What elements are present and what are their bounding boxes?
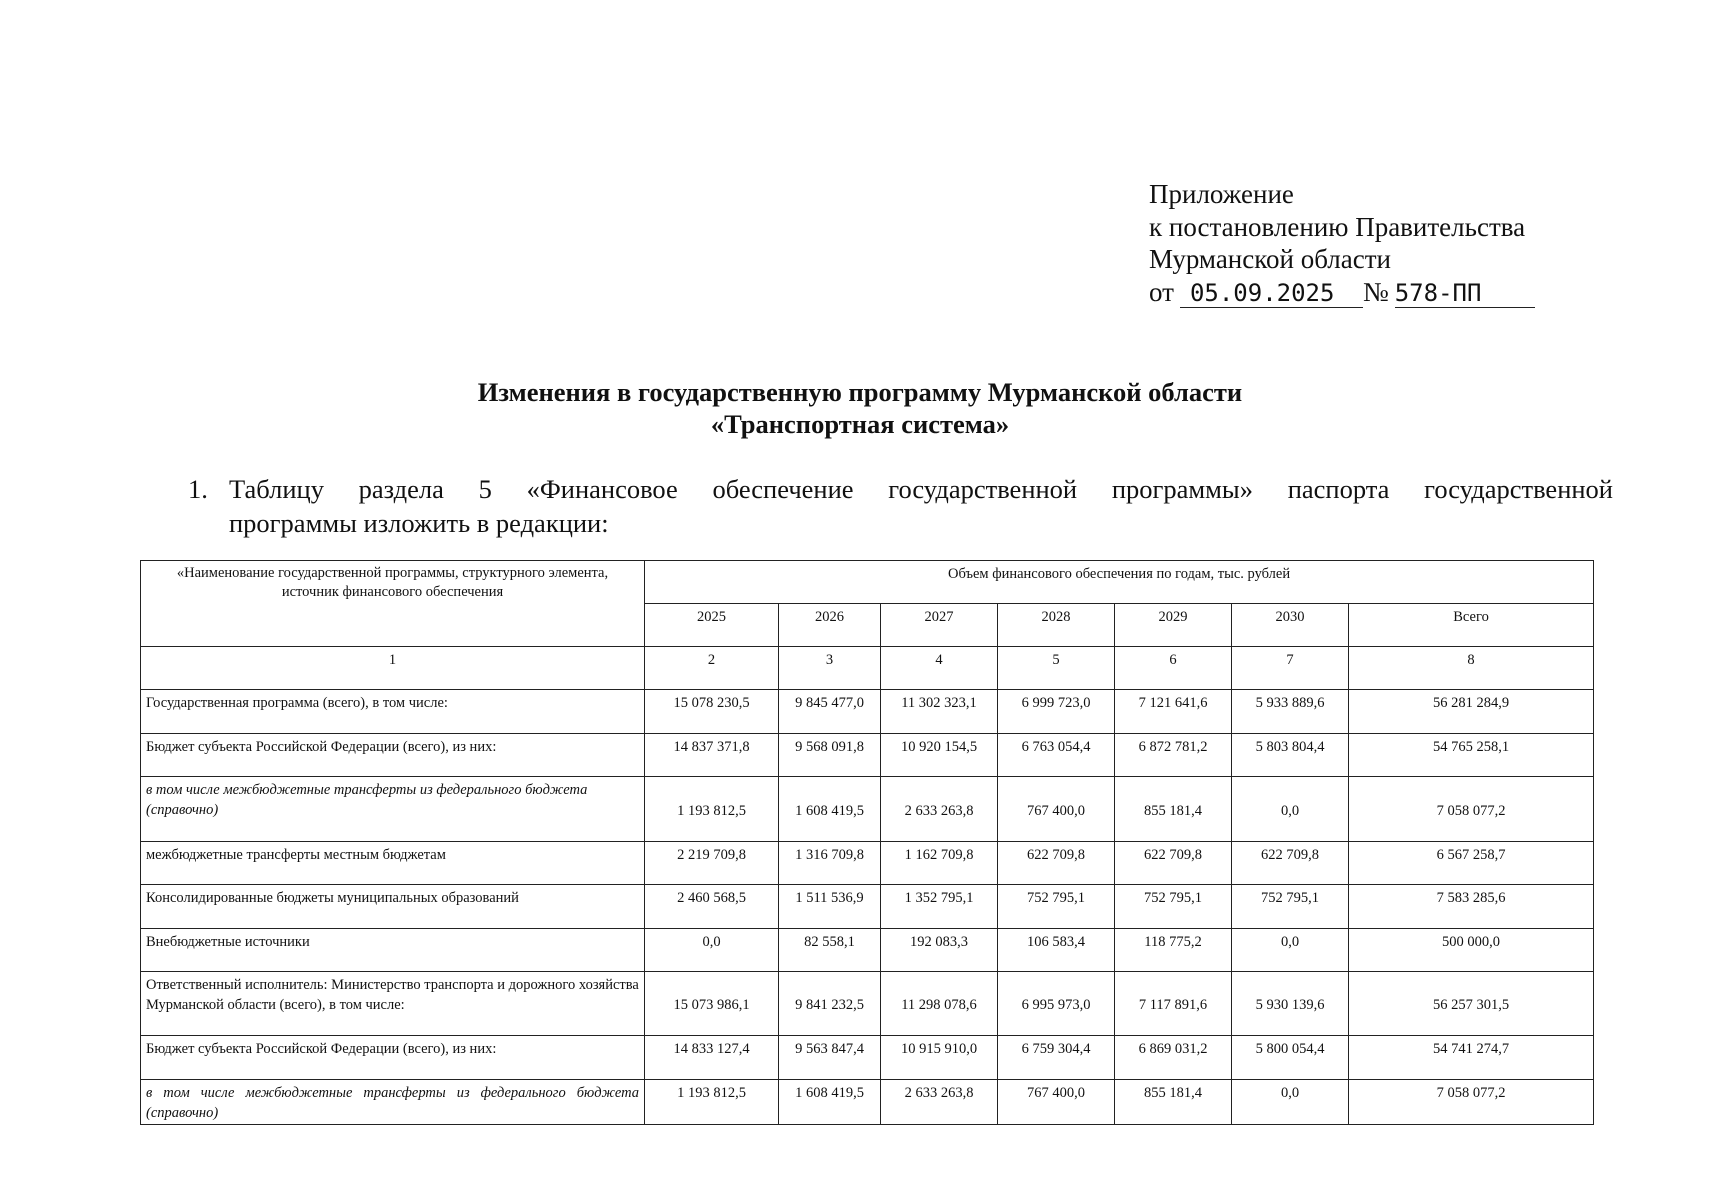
column-number-cell: 3 bbox=[779, 647, 881, 690]
value-cell: 1 162 709,8 bbox=[881, 842, 998, 885]
column-number-cell: 1 bbox=[141, 647, 645, 690]
value-cell: 1 193 812,5 bbox=[645, 1080, 779, 1125]
value-cell: 752 795,1 bbox=[998, 885, 1115, 929]
value-cell: 5 800 054,4 bbox=[1232, 1036, 1349, 1080]
column-number-cell: 2 bbox=[645, 647, 779, 690]
total-cell: 6 567 258,7 bbox=[1349, 842, 1594, 885]
value-cell: 2 633 263,8 bbox=[881, 1080, 998, 1125]
paragraph-1-line1 bbox=[188, 472, 1613, 506]
total-cell: 7 058 077,2 bbox=[1349, 1080, 1594, 1125]
year-cell: 2025 bbox=[645, 604, 779, 647]
paragraph-number: 1. bbox=[188, 474, 208, 504]
value-cell: 9 845 477,0 bbox=[779, 690, 881, 734]
value-cell: 192 083,3 bbox=[881, 929, 998, 972]
header-volume-cell: Объем финансового обеспечения по годам, тыс. рублей bbox=[645, 561, 1594, 604]
year-cell: 2026 bbox=[779, 604, 881, 647]
row-name-cell: Ответственный исполнитель: Министерство транспорта и дорожного хозяйства Мурманской области (всего), в том числе: bbox=[141, 972, 645, 1036]
appendix-line-region: Мурманской области bbox=[1149, 244, 1391, 274]
value-cell: 14 837 371,8 bbox=[645, 734, 779, 777]
value-cell: 106 583,4 bbox=[998, 929, 1115, 972]
total-cell: 54 765 258,1 bbox=[1349, 734, 1594, 777]
value-cell: 118 775,2 bbox=[1115, 929, 1232, 972]
value-cell: 855 181,4 bbox=[1115, 1080, 1232, 1125]
value-cell: 767 400,0 bbox=[998, 777, 1115, 842]
value-cell: 6 872 781,2 bbox=[1115, 734, 1232, 777]
appendix-title: Приложение bbox=[1149, 179, 1294, 209]
table-row bbox=[141, 734, 1594, 777]
document-title-line1: Изменения в государственную программу Мурманской области bbox=[477, 377, 1243, 407]
value-cell: 6 759 304,4 bbox=[998, 1036, 1115, 1080]
row-name-cell: в том числе межбюджетные трансферты из федерального бюджета (справочно) bbox=[141, 1080, 645, 1125]
row-name-cell: Консолидированные бюджеты муниципальных образований bbox=[141, 885, 645, 929]
appendix-number: 578-ПП bbox=[1395, 279, 1535, 308]
appendix-number-sign: № bbox=[1362, 276, 1389, 307]
total-cell: 500 000,0 bbox=[1349, 929, 1594, 972]
value-cell: 15 078 230,5 bbox=[645, 690, 779, 734]
value-cell: 9 563 847,4 bbox=[779, 1036, 881, 1080]
value-cell: 11 302 323,1 bbox=[881, 690, 998, 734]
table-row bbox=[141, 885, 1594, 929]
row-name-cell: межбюджетные трансферты местным бюджетам bbox=[141, 842, 645, 885]
value-cell: 752 795,1 bbox=[1115, 885, 1232, 929]
paragraph-1 bbox=[188, 472, 1613, 540]
value-cell: 855 181,4 bbox=[1115, 777, 1232, 842]
total-cell: 56 257 301,5 bbox=[1349, 972, 1594, 1036]
value-cell: 10 915 910,0 bbox=[881, 1036, 998, 1080]
total-cell: 7 058 077,2 bbox=[1349, 777, 1594, 842]
year-cell: 2029 bbox=[1115, 604, 1232, 647]
value-cell: 2 460 568,5 bbox=[645, 885, 779, 929]
value-cell: 82 558,1 bbox=[779, 929, 881, 972]
value-cell: 0,0 bbox=[1232, 777, 1349, 842]
value-cell: 14 833 127,4 bbox=[645, 1036, 779, 1080]
value-cell: 1 316 709,8 bbox=[779, 842, 881, 885]
total-cell: 7 583 285,6 bbox=[1349, 885, 1594, 929]
table-row bbox=[141, 929, 1594, 972]
appendix-from-label: от bbox=[1149, 276, 1174, 307]
value-cell: 767 400,0 bbox=[998, 1080, 1115, 1125]
value-cell: 5 933 889,6 bbox=[1232, 690, 1349, 734]
table-row bbox=[141, 777, 1594, 842]
value-cell: 1 608 419,5 bbox=[779, 777, 881, 842]
appendix-line-resolution: к постановлению Правительства bbox=[1149, 211, 1526, 242]
financing-table bbox=[140, 560, 1594, 1125]
year-cell: 2030 bbox=[1232, 604, 1349, 647]
value-cell: 1 352 795,1 bbox=[881, 885, 998, 929]
column-number-cell: 7 bbox=[1232, 647, 1349, 690]
value-cell: 6 999 723,0 bbox=[998, 690, 1115, 734]
table-row bbox=[141, 1080, 1594, 1125]
value-cell: 10 920 154,5 bbox=[881, 734, 998, 777]
year-cell: 2027 bbox=[881, 604, 998, 647]
column-number-cell: 4 bbox=[881, 647, 998, 690]
appendix-date: 05.09.2025 bbox=[1180, 279, 1363, 308]
value-cell: 7 117 891,6 bbox=[1115, 972, 1232, 1036]
value-cell: 0,0 bbox=[1232, 929, 1349, 972]
column-number-cell: 8 bbox=[1349, 647, 1594, 690]
table-row bbox=[141, 972, 1594, 1036]
value-cell: 2 633 263,8 bbox=[881, 777, 998, 842]
value-cell: 622 709,8 bbox=[1232, 842, 1349, 885]
value-cell: 6 763 054,4 bbox=[998, 734, 1115, 777]
value-cell: 752 795,1 bbox=[1232, 885, 1349, 929]
column-number-cell: 6 bbox=[1115, 647, 1232, 690]
value-cell: 1 511 536,9 bbox=[779, 885, 881, 929]
value-cell: 622 709,8 bbox=[1115, 842, 1232, 885]
total-cell: 54 741 274,7 bbox=[1349, 1036, 1594, 1080]
value-cell: 0,0 bbox=[1232, 1080, 1349, 1125]
value-cell: 5 803 804,4 bbox=[1232, 734, 1349, 777]
value-cell: 1 608 419,5 bbox=[779, 1080, 881, 1125]
header-row-1 bbox=[141, 561, 1594, 604]
table-row bbox=[141, 690, 1594, 734]
column-number-cell: 5 bbox=[998, 647, 1115, 690]
value-cell: 6 869 031,2 bbox=[1115, 1036, 1232, 1080]
value-cell: 5 930 139,6 bbox=[1232, 972, 1349, 1036]
year-cell: 2028 bbox=[998, 604, 1115, 647]
row-name-cell: в том числе межбюджетные трансферты из федерального бюджета (справочно) bbox=[141, 777, 645, 842]
value-cell: 11 298 078,6 bbox=[881, 972, 998, 1036]
appendix-date-line bbox=[1149, 276, 1549, 309]
value-cell: 15 073 986,1 bbox=[645, 972, 779, 1036]
total-header-cell: Всего bbox=[1349, 604, 1594, 647]
row-name-cell: Бюджет субъекта Российской Федерации (всего), из них: bbox=[141, 734, 645, 777]
value-cell: 9 841 232,5 bbox=[779, 972, 881, 1036]
row-name-cell: Государственная программа (всего), в том числе: bbox=[141, 690, 645, 734]
value-cell: 9 568 091,8 bbox=[779, 734, 881, 777]
value-cell: 6 995 973,0 bbox=[998, 972, 1115, 1036]
row-name-cell: Внебюджетные источники bbox=[141, 929, 645, 972]
row-name-cell: Бюджет субъекта Российской Федерации (всего), из них: bbox=[141, 1036, 645, 1080]
document-title bbox=[330, 376, 1390, 440]
table-row bbox=[141, 842, 1594, 885]
paragraph-1-line2: программы изложить в редакции: bbox=[229, 508, 609, 538]
column-numbers-row bbox=[141, 647, 1594, 690]
paragraph-1-text1: Таблицу раздела 5 «Финансовое обеспечение государственной программы» паспорта государственной bbox=[229, 474, 1613, 504]
total-cell: 56 281 284,9 bbox=[1349, 690, 1594, 734]
value-cell: 1 193 812,5 bbox=[645, 777, 779, 842]
document-title-line2: «Транспортная система» bbox=[710, 409, 1010, 439]
table-row bbox=[141, 1036, 1594, 1080]
value-cell: 0,0 bbox=[645, 929, 779, 972]
header-name-cell: «Наименование государственной программы, структурного элемента, источник финансового обеспечения bbox=[141, 561, 645, 647]
value-cell: 2 219 709,8 bbox=[645, 842, 779, 885]
value-cell: 7 121 641,6 bbox=[1115, 690, 1232, 734]
value-cell: 622 709,8 bbox=[998, 842, 1115, 885]
appendix-block bbox=[1149, 178, 1549, 308]
